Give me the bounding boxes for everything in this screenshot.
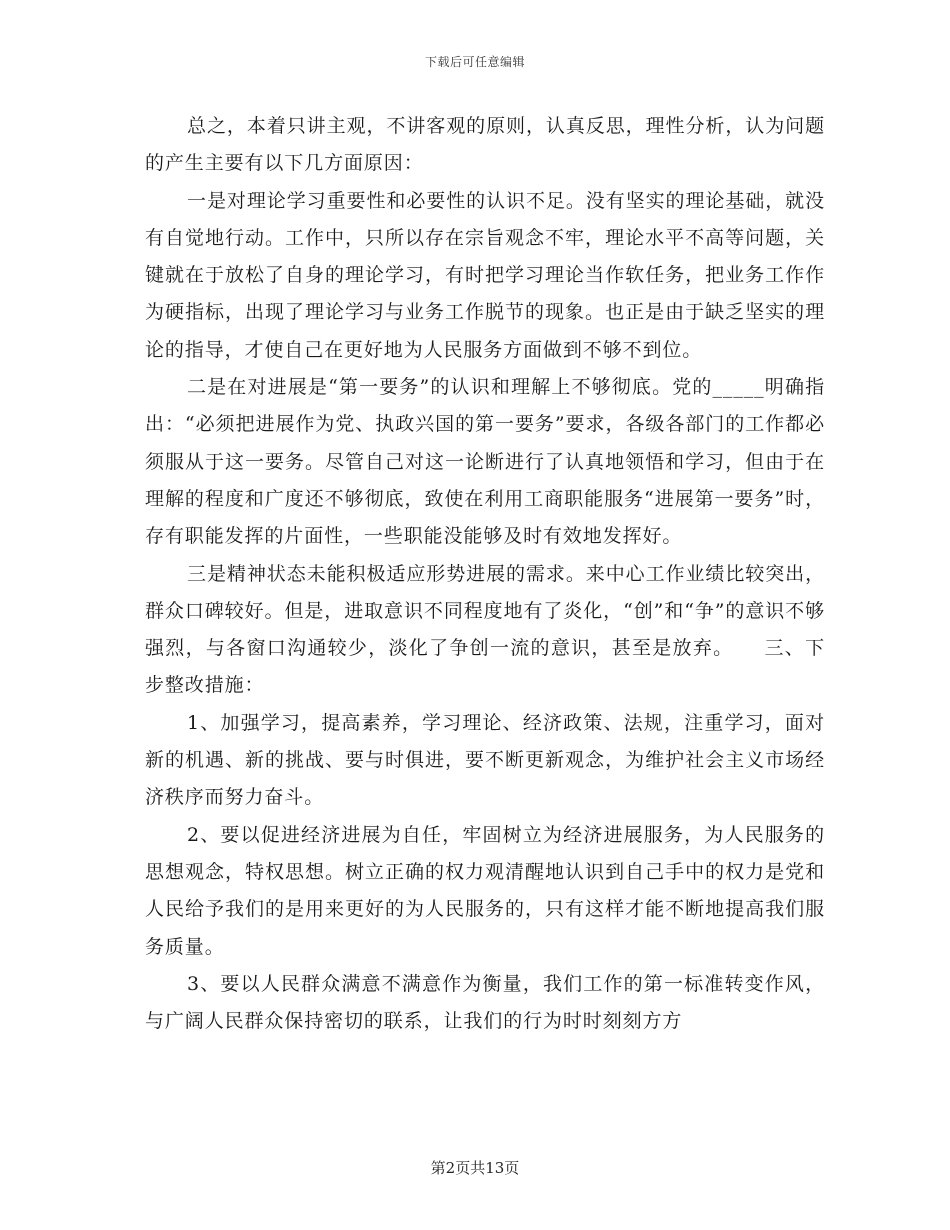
paragraph-measure-one: 1、加强学习，提高素养，学习理论、经济政策、法规，注重学习，面对新的机遇、新的挑战、要与时俱进，要不断更新观念，为维护社会主义市场经济秩序而努力奋斗。 xyxy=(145,711,825,809)
paragraph-reason-three: 三是精神状态未能积极适应形势进展的需求。来中心工作业绩比较突出，群众口碑较好。但是，进取意识不同程度地有了炎化，“创”和“争”的意识不够强烈，与各窗口沟通较少，淡化了争创一流的意识，甚至是放弃。 三、下步整改措施： xyxy=(145,562,825,697)
paragraph-measure-three: 3、要以人民群众满意不满意作为衡量，我们工作的第一标准转变作风，与广阔人民群众保持密切的联系，让我们的行为时时刻刻方方 xyxy=(145,972,825,1033)
paragraph-reason-one: 一是对理论学习重要性和必要性的认识不足。没有坚实的理论基础，就没有自觉地行动。工作中，只所以存在宗旨观念不牢，理论水平不高等问题，关键就在于放松了自身的理论学习，有时把学习理论当作软任务，把业务工作作为硬指标，出现了理论学习与业务工作脱节的现象。也正是由于缺乏坚实的理论的指导，才使自己在更好地为人民服务方面做到不够不到位。 xyxy=(145,189,825,361)
paragraph-reason-two: 二是在对进展是“第一要务”的认识和理解上不够彻底。党的_____明确指出：“必须把进展作为党、执政兴国的第一要务”要求，各级各部门的工作都必须服从于这一要务。尽管自己对这一论断进行了认真地领悟和学习，但由于在理解的程度和广度还不够彻底，致使在利用工商职能服务“进展第一要务”时，存有职能发挥的片面性，一些职能没能够及时有效地发挥好。 xyxy=(145,376,825,548)
document-body xyxy=(145,108,825,1040)
paragraph-summary: 总之，本着只讲主观，不讲客观的原则，认真反思，理性分析，认为问题的产生主要有以下几方面原因： xyxy=(145,115,825,175)
paragraph-measure-two: 2、要以促进经济进展为自任，牢固树立为经济进展服务，为人民服务的思想观念，特权思想。树立正确的权力观清醒地认识到自己手中的权力是党和人民给予我们的是用来更好的为人民服务的，只有这样才能不断地提高我们服务质量。 xyxy=(145,823,825,958)
page-header: 下载后可任意编辑 xyxy=(424,55,525,69)
page-footer: 第2页共13页 xyxy=(430,1159,520,1177)
